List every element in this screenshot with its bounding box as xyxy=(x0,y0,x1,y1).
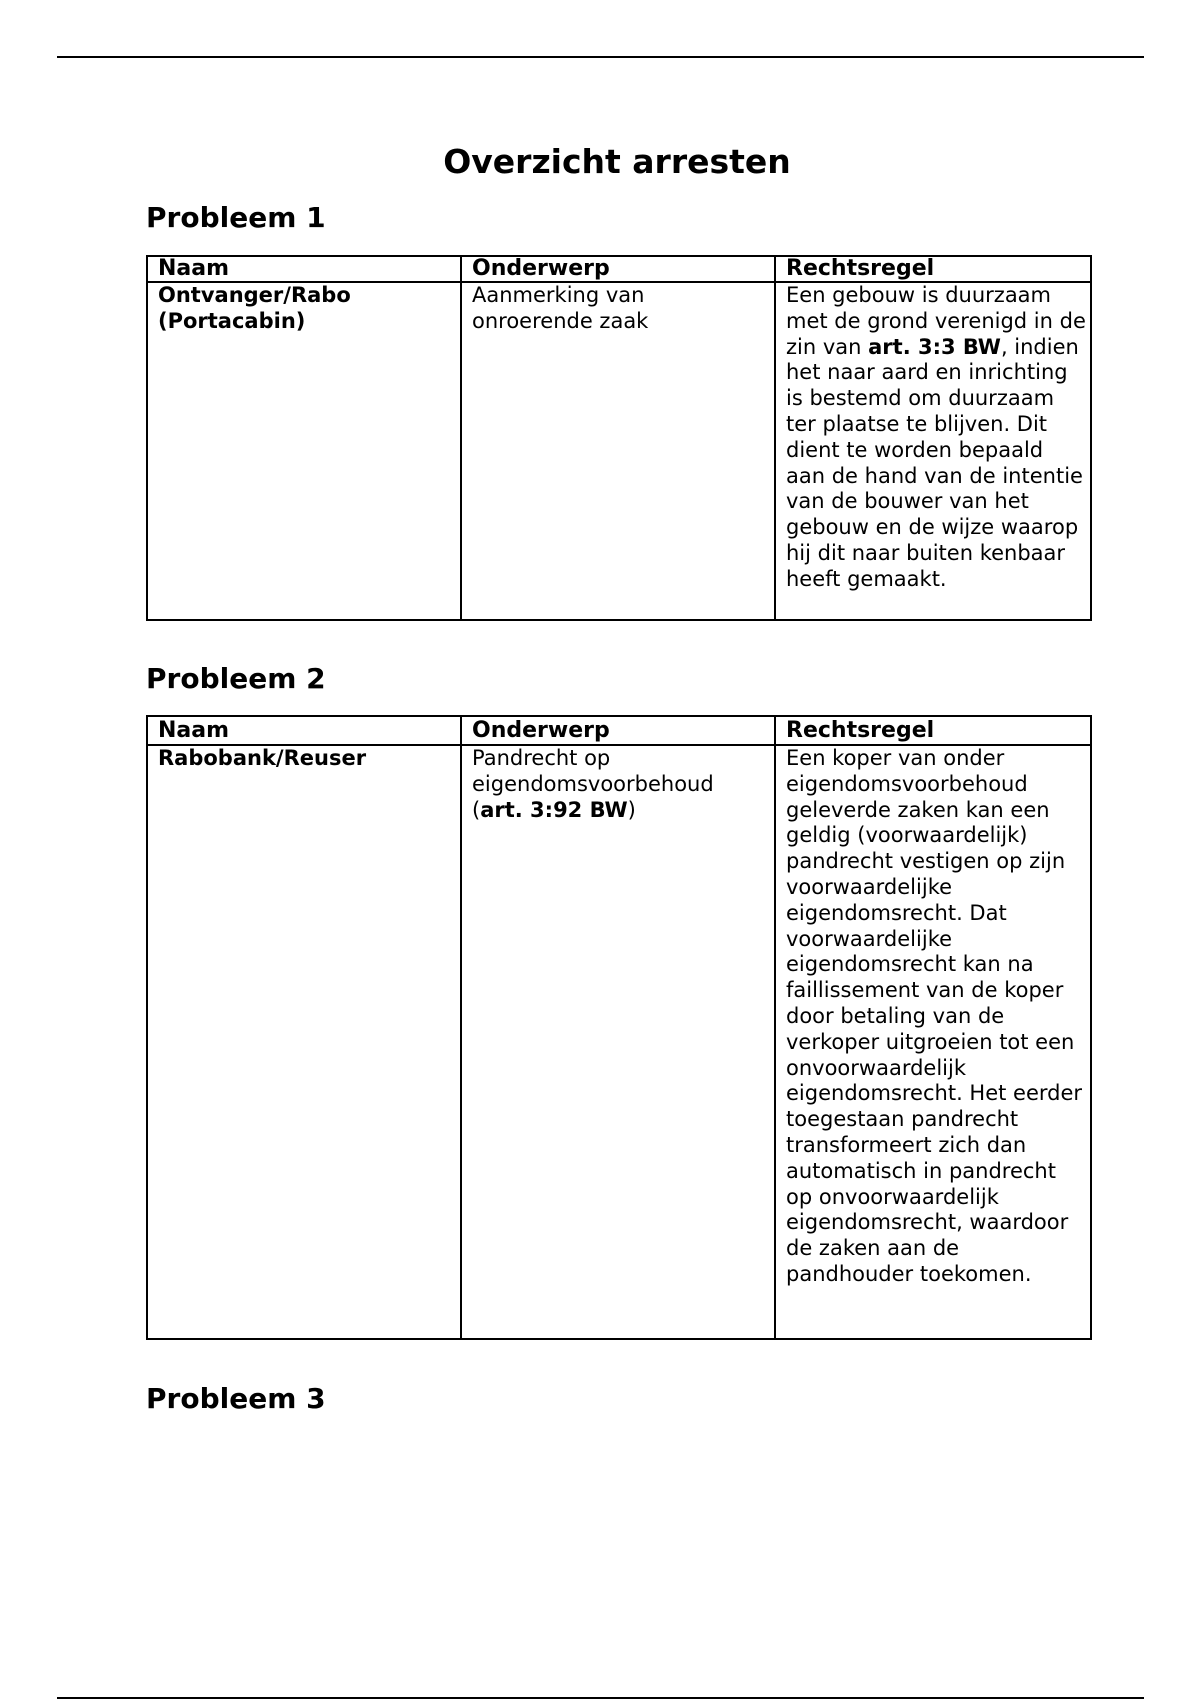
header-rule xyxy=(57,56,1144,58)
footer-rule xyxy=(57,1697,1144,1699)
problem-2-table xyxy=(146,715,1092,1340)
problem-1-heading: Probleem 1 xyxy=(146,201,326,234)
table-header-row xyxy=(147,256,1091,282)
column-header-naam: Naam xyxy=(147,716,461,745)
problem-3-heading: Probleem 3 xyxy=(146,1382,326,1415)
case-subject-text: Pandrecht op eigendomsvoorbehoud ( xyxy=(472,746,714,822)
column-header-onderwerp: Onderwerp xyxy=(461,716,775,745)
column-header-naam: Naam xyxy=(147,256,461,282)
case-name-line2: (Portacabin) xyxy=(158,308,306,333)
problem-1-table xyxy=(146,255,1092,621)
column-header-rechtsregel: Rechtsregel xyxy=(775,716,1091,745)
case-name-line1: Ontvanger/Rabo xyxy=(158,283,351,307)
table-header-row xyxy=(147,716,1091,745)
case-subject xyxy=(461,745,775,1339)
page-title: Overzicht arresten xyxy=(443,142,791,181)
case-name xyxy=(147,282,461,620)
case-name: Rabobank/Reuser xyxy=(147,745,461,1339)
case-subject: Aanmerking van onroerende zaak xyxy=(461,282,775,620)
case-subject-text-end: ) xyxy=(627,797,636,822)
article-reference: art. 3:92 BW xyxy=(480,797,628,822)
case-rule-text-continued: , indien het naar aard en inrichting is bestemd om duurzaam ter plaatse te blijven. Dit dient te worden bepaald aan de hand van de intentie van de bouwer van het gebouw en de wijze waarop hij dit naar buiten kenbaar heeft gemaakt. xyxy=(786,334,1083,591)
case-rule xyxy=(775,282,1091,620)
case-rule-text: Een gebouw is duurzaam met de grond verenigd in de zin van xyxy=(786,283,1086,359)
problem-2-heading: Probleem 2 xyxy=(146,662,326,695)
column-header-rechtsregel: Rechtsregel xyxy=(775,256,1091,282)
table-row xyxy=(147,745,1091,1339)
column-header-onderwerp: Onderwerp xyxy=(461,256,775,282)
case-rule: Een koper van onder eigendomsvoorbehoud geleverde zaken kan een geldig (voorwaardelijk) pandrecht vestigen op zijn voorwaardelijke eigendomsrecht. Dat voorwaardelijke eigendomsrecht kan na faillissement van de koper door betaling van de verkoper uitgroeien tot een onvoorwaardelijk eigendomsrecht. Het eerder toegestaan pandrecht transformeert zich dan automatisch in pandrecht op onvoorwaardelijk eigendomsrecht, waardoor de zaken aan de pandhouder toekomen. xyxy=(775,745,1091,1339)
article-reference: art. 3:3 BW xyxy=(868,334,1001,359)
table-row xyxy=(147,282,1091,620)
